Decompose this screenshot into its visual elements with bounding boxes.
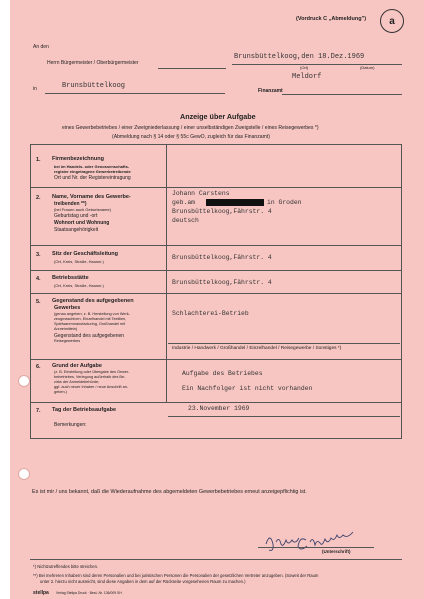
section-help: Wohnort und Wohnung: [54, 220, 110, 226]
table-bottom-rule: [30, 438, 402, 439]
management-seat-value: Brunsbüttelkoog,Fährstr. 4: [172, 254, 272, 261]
row-rule: [30, 187, 402, 188]
form-legal-basis: (Abmeldung nach § 14 oder § 55c GewO, zugleich für das Finanzamt): [112, 134, 270, 140]
business-object-value: Schlachterei-Betrieb: [172, 310, 249, 317]
remarks-label: Bemerkungen:: [54, 422, 87, 428]
section-label: Firmenbezeichnung: [52, 156, 104, 162]
publisher-logo: stellpa: [33, 590, 49, 596]
in-label: in: [33, 86, 37, 92]
signature-rule: [258, 547, 374, 548]
row-rule: [30, 359, 402, 360]
section-help: Ort und Nr. der Registereintragung: [54, 175, 131, 181]
section-label: Betriebsstätte: [52, 275, 89, 281]
place-date-value: Brunsbüttelkoog,den 18.Dez.1969: [234, 53, 365, 61]
cessation-date-value: 23.November 1969: [188, 405, 250, 412]
section-help: (genau angeben, z. B. Herstellung von Werk-: [54, 312, 130, 316]
birth-place: in Groden: [267, 199, 302, 206]
section-help: zeugmaschinen, Einzelhandel mit Textilien,: [54, 317, 127, 321]
section-number: 2.: [36, 195, 41, 201]
section-label: Grund der Aufgabe: [52, 363, 102, 369]
footnote-rule: [30, 559, 402, 560]
owner-name: Johann Carstens: [172, 190, 230, 197]
section-help: register eingetragene Gewerbetreibende: [54, 169, 131, 174]
reason-value: Ein Nachfolger ist nicht vorhanden: [182, 385, 313, 392]
birth-label: geb.am: [172, 199, 196, 206]
footnote: **) Bei mehreren Inhabern sind deren Personalien und bei juristischen Personen die Personalien der gesetzlichen Vertreter anzugeben. (Soweit der Raum: [33, 573, 319, 578]
row-rule: [30, 270, 402, 271]
in-value: Brunsbüttelkoog: [62, 82, 126, 90]
section-help: (bei Frauen auch Geburtsname): [54, 207, 111, 212]
redaction-box: [206, 199, 264, 206]
table-column-rule: [166, 144, 167, 402]
premises-value: Brunsbüttelkoog,Fährstr. 4: [172, 279, 272, 286]
section-help: zirks der Anmeldebehörde;: [54, 380, 100, 384]
section-label: Tag der Betriebsaufgabe: [52, 407, 117, 413]
reason-value: Aufgabe des Betriebes: [182, 370, 263, 377]
table-top-rule: [30, 144, 402, 145]
publisher-line: Verlag Stellpa Druck · Best.-Nr. 136/009 SH: [56, 591, 122, 595]
rule: [282, 94, 402, 95]
section-number: 4.: [36, 276, 41, 282]
punch-hole: [18, 375, 30, 387]
section-number: 6.: [36, 364, 41, 370]
section-help: Staatsangehörigkeit: [54, 227, 99, 233]
footnote: unter 2. hierzu nicht ausreicht, sind diese Angaben in dem auf der Rückseite vorgesehenen Raum zu machen.): [40, 579, 246, 584]
section-help: bebetriebes, Verlegung außerhalb des Be-: [54, 375, 126, 379]
row-rule: [30, 402, 402, 403]
section-number: 3.: [36, 252, 41, 258]
section-help: (Ort, Kreis, Straße, Hausnr.): [54, 259, 104, 264]
section-help: ggf. auch neuer Inhaber / neue Anschrift an-: [54, 385, 129, 389]
table-right-rule: [401, 144, 402, 438]
section-help: Gegenstand des aufgegebenen: [54, 333, 125, 339]
rule: [45, 93, 225, 94]
confirmation-text: Es ist mir / uns bekannt, daß die Wiederaufnahme des abgemeldeten Gewerbebetriebes erneut anzeigepflichtig ist.: [32, 489, 307, 495]
section-help: geben.): [54, 390, 67, 394]
form-title: Anzeige über Aufgabe: [180, 112, 256, 121]
section-help: bei im Handels- oder Genossenschafts-: [54, 164, 130, 169]
section-help: Spielwarenmanufacturing, Großhandel mit: [54, 322, 126, 326]
section-help: (z. B. Einstellung oder Übergabe des Gewer-: [54, 370, 130, 374]
section-help: Geburtstag und -ort: [54, 213, 98, 219]
owner-address: Brunsbüttelkoog,Fährstr. 4: [172, 208, 272, 215]
handwritten-signature: [262, 530, 372, 554]
form-badge: a: [380, 9, 404, 33]
an-den-label: An den: [33, 44, 49, 50]
row-rule: [30, 245, 402, 246]
finanzamt-value: Meldorf: [292, 73, 322, 81]
rule: [158, 68, 226, 69]
form-subtitle: eines Gewerbebetriebes / einer Zweigniederlassung / einer unselbständigen Zweigstelle / eines Reisegewerbes *): [62, 125, 319, 131]
section-help: Reisegewerbes: [54, 339, 81, 343]
rule: [232, 64, 402, 65]
section-help: treibenden **): [54, 201, 87, 207]
form-code: (Vordruck C „Abmeldung"): [296, 16, 367, 22]
punch-hole: [18, 468, 30, 480]
section-help: Gewerbes: [54, 305, 81, 311]
section-label: Gegenstand des aufgegebenen: [52, 298, 134, 304]
footnote: *) Nichtzutreffendes bitte streichen.: [33, 564, 99, 569]
signature-label: (Unterschrift): [322, 549, 351, 554]
section-number: 7.: [36, 408, 41, 414]
row-subrule: [168, 343, 400, 344]
table-left-rule: [30, 144, 31, 438]
owner-nationality: deutsch: [172, 217, 199, 224]
section-help: Arzneimitteln): [54, 327, 78, 331]
row-rule: [30, 293, 402, 294]
ort-label: (Ort): [300, 65, 309, 70]
finanzamt-label: Finanzamt: [258, 88, 283, 94]
section-label: Name, Vorname des Gewerbe-: [52, 194, 131, 200]
section-label: Sitz der Geschäftsleitung: [52, 251, 119, 257]
business-category-line: Industrie / Handwerk / Großhandel / Einzelhandel / Reisegewerbe / Sonstiges *): [172, 346, 342, 351]
section-number: 5.: [36, 299, 41, 305]
datum-label: (Datum): [360, 65, 375, 70]
section-number: 1.: [36, 157, 41, 163]
section-help: (Ort, Kreis, Straße, Hausnr.): [54, 283, 104, 288]
rule: [168, 416, 400, 417]
herrn-label: Herrn Bürgermeister / Oberbürgermeister: [47, 60, 139, 66]
